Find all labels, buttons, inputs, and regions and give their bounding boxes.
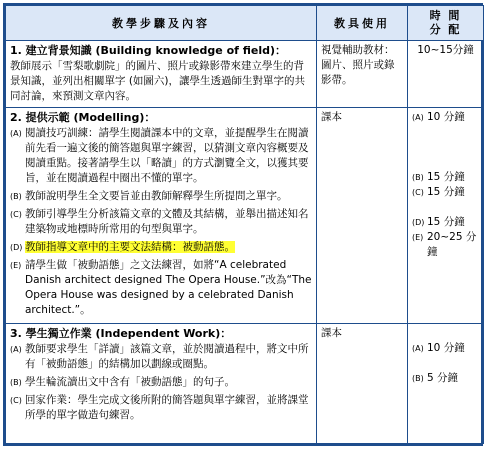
- time-list: [412, 326, 479, 386]
- list-item: [10, 393, 312, 423]
- step-cell: [6, 324, 317, 444]
- list-item: [10, 207, 312, 237]
- list-item: [10, 258, 312, 318]
- lesson-plan-table: [5, 5, 484, 444]
- time-item: [412, 371, 479, 386]
- list-item: [10, 189, 312, 204]
- item-mark: (C): [10, 210, 22, 219]
- time-item: [412, 215, 479, 230]
- time-text: 5 分鐘: [427, 372, 459, 384]
- time-item: [412, 185, 479, 200]
- table-row: [6, 324, 484, 444]
- time-text: 20~25 分鐘: [427, 231, 477, 258]
- item-text: 教師要求學生「詳讀」該篇文章，並於閱讀過程中，將文中所有「被動語態」的結構加以劃線或圈點。: [25, 343, 309, 370]
- item-text: 教師引導學生分析該篇文章的文體及其結構，並舉出描述知名建築物或地標時所常用的句型與單字。: [25, 208, 309, 235]
- time-list: [412, 110, 479, 260]
- item-text: 閱讀技巧訓練：請學生閱讀課本中的文章，並提醒學生在閱讀前先看一遍文後的簡答題與單字練習，以猜測文章內容概要及閱讀重點。接著請學生以「略讀」的方式瀏覽全文，以獲其要旨，並在閱讀過程中圈出不懂的單字。: [25, 127, 309, 184]
- table-header-row: [6, 6, 484, 41]
- time-spacer: [412, 326, 479, 341]
- time-item: [412, 170, 479, 185]
- section-body: 教師展示「雪梨歌劇院」的圖片、照片或錄影帶來建立學生的背景知識，並列出相關單字 (如圖六)，讓學生透過師生對單字的共同討論，來預測文章內容。: [10, 60, 306, 102]
- time-mark: (A): [412, 344, 424, 353]
- time-mark: (B): [412, 374, 424, 383]
- header-time-line2: 分 配: [429, 23, 462, 36]
- item-text: 學生輪流讀出文中含有「被動語態」的句子。: [25, 376, 235, 388]
- item-mark: (B): [10, 192, 22, 201]
- time-mark: (C): [412, 188, 424, 197]
- time-text: 10 分鐘: [427, 111, 465, 123]
- time-cell: 10~15分鐘: [408, 41, 484, 108]
- table-row: [6, 108, 484, 324]
- item-mark: (B): [10, 378, 22, 387]
- list-item: [10, 375, 312, 390]
- lesson-plan-table-frame: [3, 3, 483, 446]
- time-spacer: [412, 356, 479, 371]
- time-item: [412, 341, 479, 356]
- time-text: 15 分鐘: [427, 216, 465, 228]
- step-cell: [6, 108, 317, 324]
- time-item: [412, 230, 479, 260]
- item-mark: (A): [10, 129, 22, 138]
- item-text: 教師指導文章中的主要文法結構：被動語態。: [25, 241, 235, 253]
- item-mark: (D): [10, 243, 23, 252]
- list-item: [10, 240, 312, 255]
- step-list: [10, 342, 312, 423]
- header-time: [408, 6, 484, 41]
- step-list: [10, 126, 312, 318]
- list-item: [10, 342, 312, 372]
- time-mark: (B): [412, 173, 424, 182]
- time-cell: [408, 324, 484, 444]
- step-cell: [6, 41, 317, 108]
- time-spacer: [412, 125, 479, 140]
- table-row: [6, 41, 484, 108]
- time-cell: [408, 108, 484, 324]
- header-steps: 教學步驟及內容: [6, 6, 317, 41]
- time-mark: (E): [412, 233, 424, 242]
- aids-cell: 課本: [317, 324, 408, 444]
- header-time-line1: 時 間: [429, 9, 462, 22]
- time-text: 15 分鐘: [427, 171, 465, 183]
- item-text: 回家作業：學生完成文後所附的簡答題與單字練習，並將課堂所學的單字做造句練習。: [25, 394, 309, 421]
- time-spacer: [412, 140, 479, 155]
- section-title: 2. 提供示範 (Modelling)：: [10, 111, 156, 124]
- time-spacer: [412, 200, 479, 215]
- aids-cell: 視覺輔助教材：圖片、照片或錄影帶。: [317, 41, 408, 108]
- item-mark: (A): [10, 345, 22, 354]
- list-item: [10, 126, 312, 186]
- time-text: 15 分鐘: [427, 186, 465, 198]
- time-spacer: [412, 155, 479, 170]
- time-mark: (D): [412, 218, 425, 227]
- item-text: 請學生做「被動語態」之文法練習，如將“A celebrated Danish architect designed The Opera House.”改為“The Opera House was designed by a celebrated Danish architect.”。: [25, 259, 312, 316]
- item-mark: (C): [10, 396, 22, 405]
- section-title: 1. 建立背景知識 (Building knowledge of field)：: [10, 44, 287, 57]
- header-aids: 教具使用: [317, 6, 408, 41]
- aids-cell: 課本: [317, 108, 408, 324]
- time-item: [412, 110, 479, 125]
- item-mark: (E): [10, 261, 22, 270]
- section-title: 3. 學生獨立作業 (Independent Work)：: [10, 327, 232, 340]
- item-text: 教師說明學生全文要旨並由教師解釋學生所提問之單字。: [25, 190, 288, 202]
- time-mark: (A): [412, 113, 424, 122]
- time-text: 10 分鐘: [427, 342, 465, 354]
